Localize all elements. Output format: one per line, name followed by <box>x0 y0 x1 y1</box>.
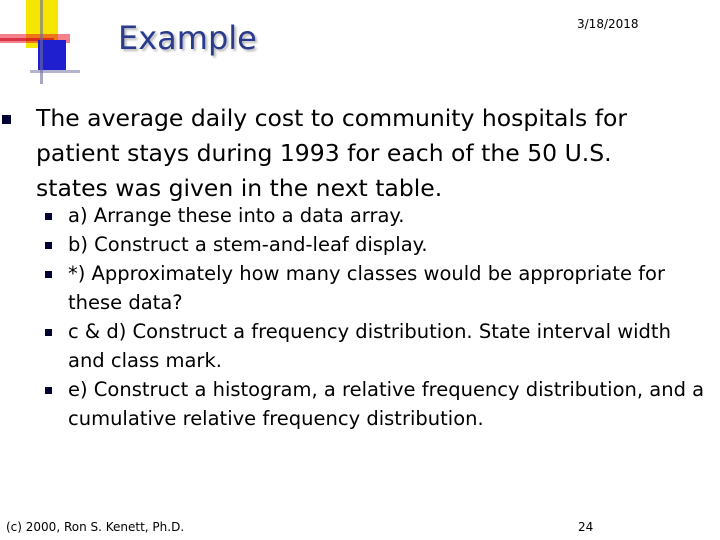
decorative-squares-logo <box>0 0 110 90</box>
square-bullet-icon <box>45 213 52 220</box>
sub-bullet-text: b) Construct a stem-and-leaf display. <box>68 233 428 256</box>
sub-bullet-item <box>68 259 708 317</box>
main-bullet-item <box>36 101 686 206</box>
slide-date: 3/18/2018 <box>577 17 639 31</box>
sub-bullet-item <box>68 230 708 259</box>
slide-title: Example <box>118 19 257 57</box>
square-bullet-icon <box>0 101 20 136</box>
sub-bullet-text: a) Arrange these into a data array. <box>68 204 405 227</box>
main-bullet-text: The average daily cost to community hospitals for patient stays during 1993 for each of the 50 U.S. states was given in the next table. <box>36 104 628 202</box>
footer-copyright: (c) 2000, Ron S. Kenett, Ph.D. <box>6 520 185 534</box>
sub-bullet-text: *) Approximately how many classes would be appropriate for these data? <box>68 262 665 314</box>
sub-bullet-item <box>68 317 708 375</box>
sub-bullet-item <box>68 375 708 433</box>
square-bullet-icon <box>45 271 52 278</box>
sub-bullet-text: c & d) Construct a frequency distribution. State interval width and class mark. <box>68 320 671 372</box>
sub-bullet-text: e) Construct a histogram, a relative frequency distribution, and a cumulative relative frequency distribution. <box>68 378 705 430</box>
sub-bullet-list <box>68 201 708 433</box>
square-bullet-icon <box>45 387 52 394</box>
sub-bullet-item <box>68 201 708 230</box>
square-bullet-icon <box>45 329 52 336</box>
square-bullet-icon <box>45 242 52 249</box>
page-number: 24 <box>578 520 594 534</box>
